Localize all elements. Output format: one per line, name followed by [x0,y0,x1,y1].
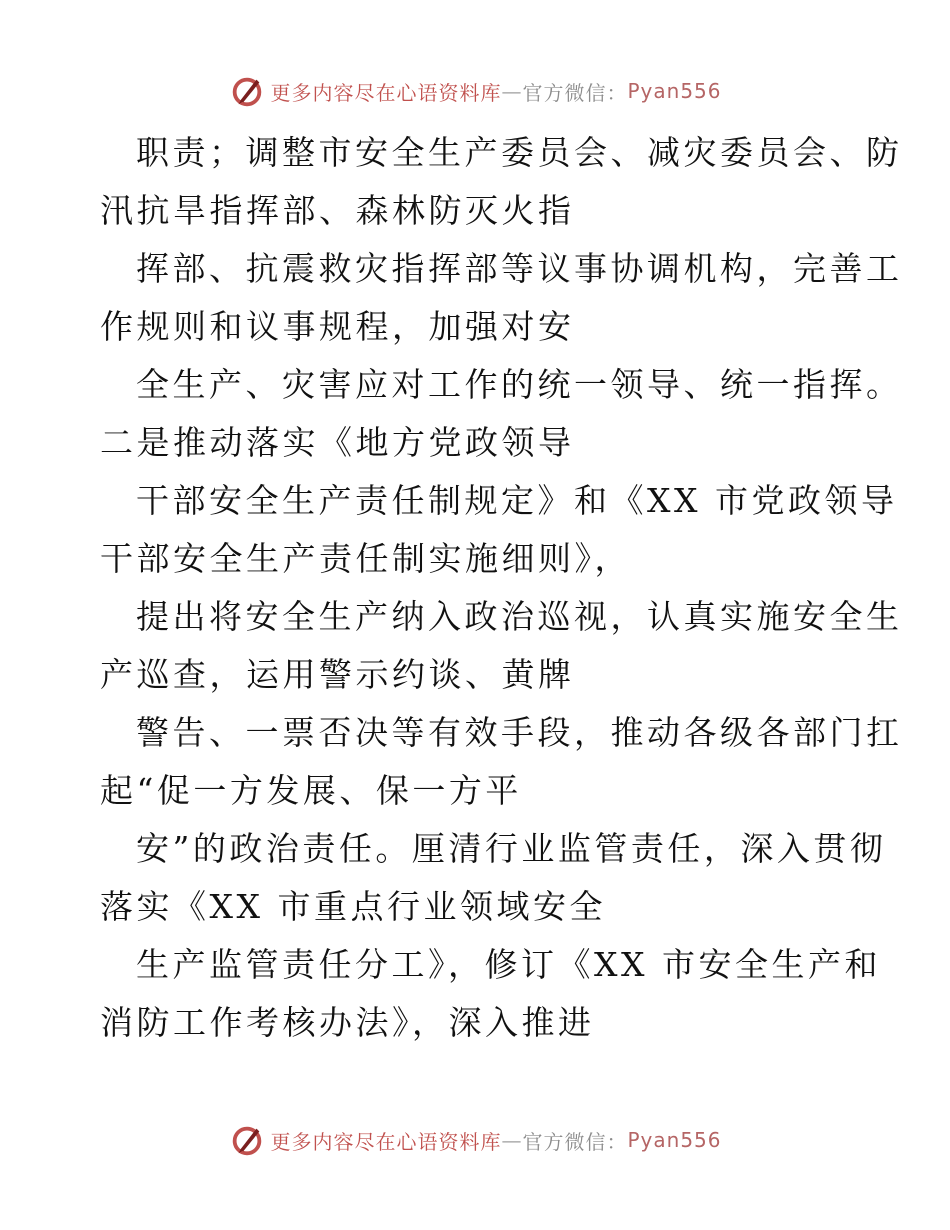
paragraph-7 [100,820,887,936]
paragraph-1 [100,124,903,240]
header-wechat-label: 官方微信： [522,80,628,105]
paragraph-line: 警告、一票否决等有效手段，推动各级各部门扛 [136,713,903,752]
footer-dash: — [501,1128,523,1152]
header-main-text: 更多内容尽在心语资料库 [270,80,502,105]
paragraph-line: 安”的政治责任。厘清行业监管责任，深入贯彻 [136,829,887,868]
paragraph-line: 汛抗旱指挥部、森林防灭火指 [100,191,575,230]
footer-wechat-label: 官方微信： [522,1129,628,1154]
paragraph-2 [100,240,903,356]
footer-wechat-id: Pyan556 [627,1128,722,1152]
quill-pen-logo-icon [228,1121,266,1159]
paragraph-line: 消防工作考核办法》，深入推进 [100,1003,595,1042]
paragraph-line: 二是推动落实《地方党政领导 [100,423,575,462]
footer-main-text: 更多内容尽在心语资料库 [270,1129,502,1154]
paragraph-line: 干部安全生产责任制规定》和《XX 市党政领导 [136,481,898,520]
footer-banner [0,1120,950,1160]
document-body [100,124,903,1052]
paragraph-4 [100,472,898,588]
paragraph-line: 起“促一方发展、保一方平 [100,771,522,810]
paragraph-6 [100,704,903,820]
paragraph-8 [100,936,881,1052]
paragraph-line: 作规则和议事规程，加强对安 [100,307,575,346]
paragraph-line: 产巡查，运用警示约谈、黄牌 [100,655,575,694]
quill-pen-logo-icon [228,72,266,110]
paragraph-5 [100,588,903,704]
paragraph-line: 落实《XX 市重点行业领域安全 [100,887,606,926]
paragraph-line: 生产监管责任分工》，修订《XX 市安全生产和 [136,945,881,984]
paragraph-line: 全生产、灾害应对工作的统一领导、统一指挥。 [136,365,903,404]
paragraph-3 [100,356,903,472]
paragraph-line: 干部安全生产责任制实施细则》， [100,539,631,578]
header-banner [0,71,950,111]
header-dash: — [501,79,523,103]
paragraph-line: 提出将安全生产纳入政治巡视，认真实施安全生 [136,597,903,636]
paragraph-line: 职责；调整市安全生产委员会、减灾委员会、防 [136,133,903,172]
header-wechat-id: Pyan556 [627,79,722,103]
paragraph-line: 挥部、抗震救灾指挥部等议事协调机构，完善工 [136,249,903,288]
